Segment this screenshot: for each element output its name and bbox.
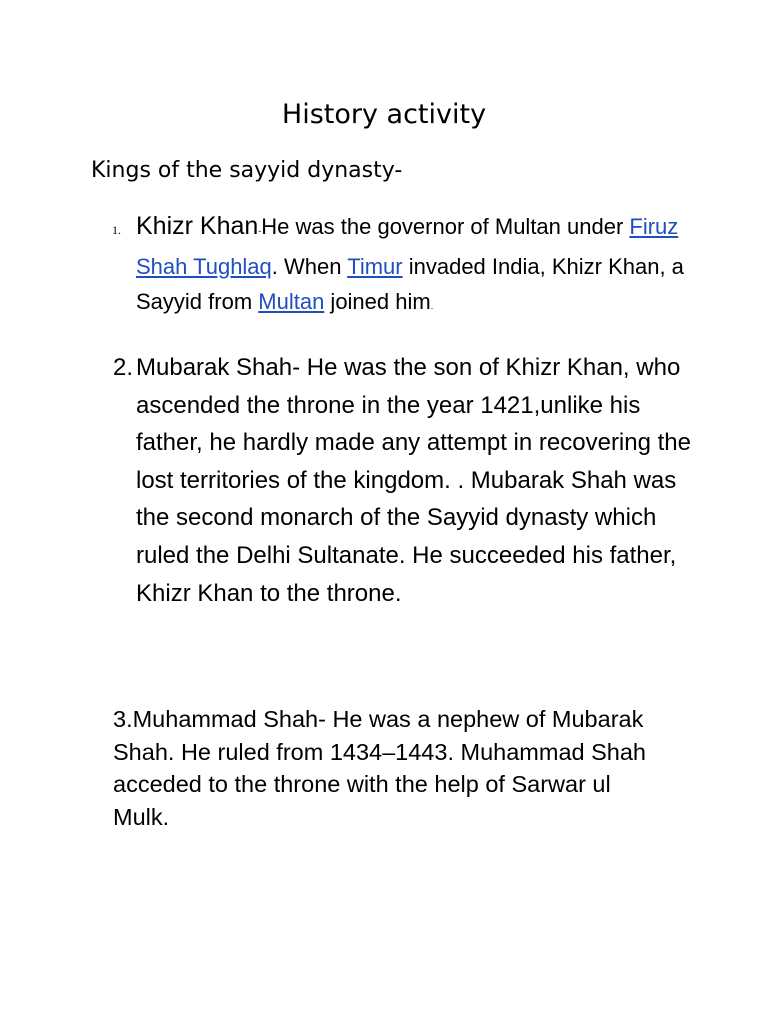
item-3-text: Muhammad Shah- He was a nephew of Mubarak Shah. He ruled from 1434–1443. Muhammad Shah acceded to the throne with the help of Sarwar ul Mulk. — [113, 706, 646, 830]
link-timur[interactable]: Timur — [347, 254, 403, 279]
text-segment-c: invaded India, Khizr Khan, a Sayyid from — [136, 254, 684, 314]
end-period: . — [430, 301, 434, 311]
text-segment-d: joined him — [324, 289, 431, 314]
list-item-muhammad-shah — [113, 703, 673, 833]
he-word: He — [261, 214, 290, 239]
king-name-khizr-khan: Khizr Khan — [136, 212, 259, 240]
list-item-mubarak-shah: Mubarak Shah- He was the son of Khizr Khan, who ascended the throne in the year 1421,unlike his father, he hardly made any attempt in recovering the lost territories of the kingdom. . Mubarak Shah was the second monarch of the Sayyid dynasty which ruled the Delhi Sultanate. He succeeded his father, Khizr Khan to the throne. — [136, 354, 691, 607]
dash-separator: - — [258, 226, 262, 236]
list-item-khizr-khan — [136, 209, 696, 324]
text-segment-b: . When — [271, 254, 348, 279]
list-marker-3: 3. — [113, 706, 133, 732]
page-title: History activity — [281, 99, 487, 130]
list-marker-1: 1. — [112, 223, 121, 237]
list-marker-2: 2. — [113, 354, 134, 381]
section-subtitle: Kings of the sayyid dynasty- — [91, 158, 403, 183]
link-multan[interactable]: Multan — [258, 289, 325, 314]
text-segment-a: was the governor of Multan under — [289, 214, 630, 239]
link-firuz-shah-tughlaq[interactable]: Firuz Shah Tughlaq — [136, 214, 679, 279]
